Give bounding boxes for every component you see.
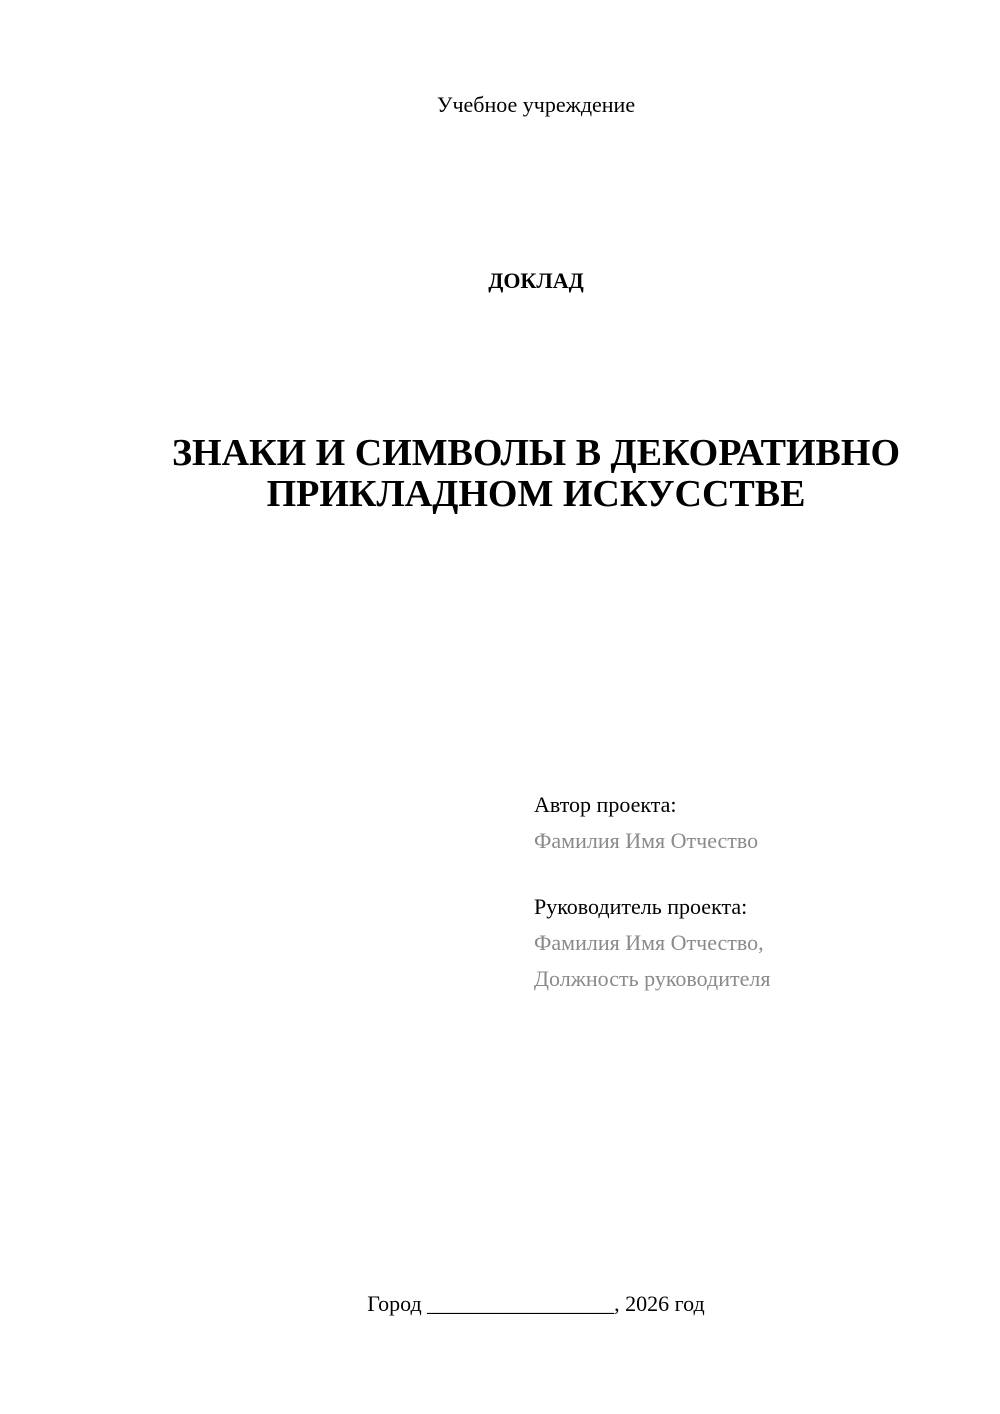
supervisor-name-placeholder: Фамилия Имя Отчество,: [534, 930, 764, 955]
document-title: [0, 433, 1000, 515]
supervisor-label: Руководитель проекта:: [534, 894, 748, 919]
institution-name: Учебное учреждение: [436, 92, 636, 117]
document-title-line-2: ПРИКЛАДНОМ ИСКУССТВЕ: [266, 473, 806, 515]
document-type: ДОКЛАД: [488, 268, 584, 293]
signature-spacer: [534, 859, 974, 889]
supervisor-position-placeholder: Должность руководителя: [534, 966, 771, 991]
author-label: Автор проекта:: [534, 792, 677, 817]
author-name-placeholder: Фамилия Имя Отчество: [534, 828, 759, 853]
document-title-line-1: ЗНАКИ И СИМВОЛЫ В ДЕКОРАТИВНО: [171, 432, 901, 474]
signature-block: [534, 787, 974, 997]
city-year-line: Город _________________, 2026 год: [367, 1291, 705, 1316]
